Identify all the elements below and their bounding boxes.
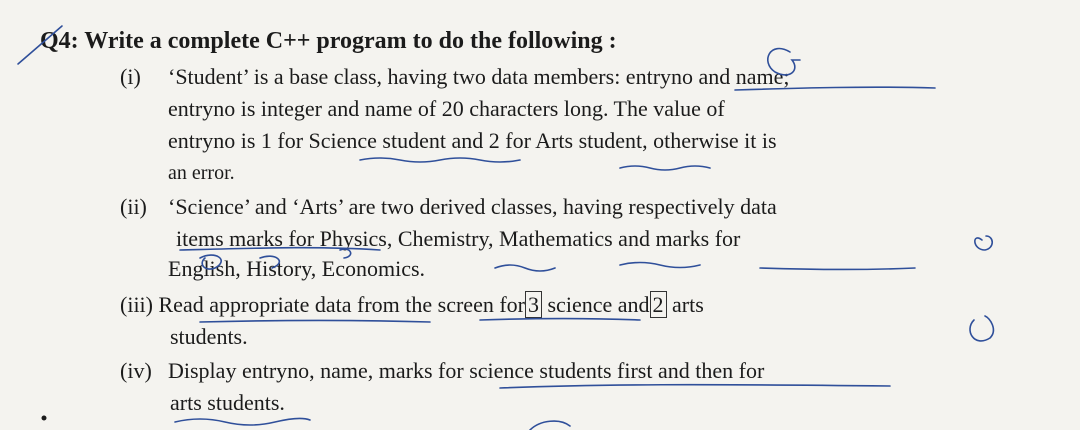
part-number: (i) — [120, 64, 141, 89]
pen-margin-mark — [530, 421, 570, 430]
part-line: ‘Science’ and ‘Arts’ are two derived classes, having respectively data — [168, 194, 777, 219]
boxed-number: 3 — [525, 291, 542, 318]
part-iii — [120, 290, 704, 320]
part-number: (iv) — [120, 358, 152, 383]
part-line: science and — [547, 292, 650, 317]
part-iv — [120, 356, 764, 386]
question-heading — [40, 28, 617, 55]
part-line: items marks for Physics, Chemistry, Mathematics and marks for — [176, 226, 741, 251]
pen-underline — [620, 166, 710, 170]
part-number: (iii) — [120, 292, 153, 317]
question-number: Q4: — [40, 28, 79, 54]
part-ii — [120, 192, 777, 222]
boxed-number: 2 — [650, 291, 667, 318]
pen-margin-mark — [970, 316, 993, 341]
part-line: entryno is 1 for Science student and 2 for Arts student, otherwise it is — [168, 128, 777, 153]
pen-underline — [760, 268, 915, 270]
pen-underline — [495, 265, 555, 271]
pen-underline — [620, 263, 700, 268]
part-line: English, History, Economics. — [168, 256, 426, 281]
pen-underline — [360, 158, 520, 162]
part-line: entryno is integer and name of 20 characters long. The value of — [168, 96, 725, 121]
part-line: ‘Student’ is a base class, having two data members: entryno and name; — [168, 64, 790, 89]
ink-dot — [42, 416, 47, 421]
part-line: Display entryno, name, marks for science students first and then for — [168, 358, 765, 383]
question-title: Write a complete C++ program to do the following : — [84, 28, 617, 54]
part-line: arts — [672, 292, 704, 317]
pen-underline — [175, 418, 310, 425]
part-number: (ii) — [120, 194, 147, 219]
part-line: students. — [170, 324, 248, 349]
pen-margin-mark — [975, 236, 992, 250]
part-line: Read appropriate data from the screen for — [158, 292, 525, 317]
part-line: arts students. — [170, 390, 285, 415]
part-i — [120, 62, 790, 92]
part-line: an error. — [168, 162, 235, 184]
